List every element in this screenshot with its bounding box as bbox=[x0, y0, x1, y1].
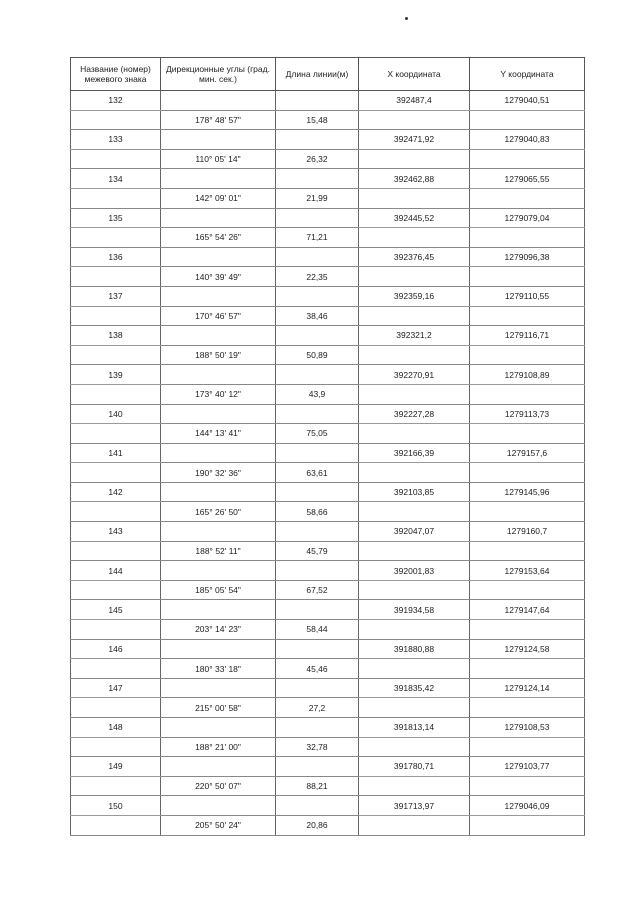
cell-angle: 140° 39' 49" bbox=[161, 267, 276, 287]
cell-name: 138 bbox=[71, 326, 161, 346]
cell-length: 21,99 bbox=[276, 188, 359, 208]
segment-row bbox=[71, 463, 585, 483]
cell-name bbox=[71, 659, 161, 679]
cell-y: 1279108,53 bbox=[470, 718, 585, 738]
cell-length: 50,89 bbox=[276, 345, 359, 365]
point-row bbox=[71, 678, 585, 698]
point-row bbox=[71, 718, 585, 738]
cell-y bbox=[470, 698, 585, 718]
cell-y bbox=[470, 149, 585, 169]
cell-length bbox=[276, 639, 359, 659]
cell-x bbox=[359, 620, 470, 640]
cell-x: 392166,39 bbox=[359, 443, 470, 463]
cell-x bbox=[359, 541, 470, 561]
cell-length bbox=[276, 443, 359, 463]
cell-length: 38,46 bbox=[276, 306, 359, 326]
cell-y: 1279147,64 bbox=[470, 600, 585, 620]
table-header-row bbox=[71, 58, 585, 91]
cell-angle: 165° 26' 50" bbox=[161, 502, 276, 522]
cell-name bbox=[71, 580, 161, 600]
cell-length: 26,32 bbox=[276, 149, 359, 169]
cell-angle: 188° 52' 11" bbox=[161, 541, 276, 561]
cell-y bbox=[470, 815, 585, 835]
segment-row bbox=[71, 541, 585, 561]
cell-y: 1279160,7 bbox=[470, 522, 585, 542]
header-x: X координата bbox=[359, 58, 470, 91]
cell-y: 1279113,73 bbox=[470, 404, 585, 424]
cell-length bbox=[276, 404, 359, 424]
cell-length bbox=[276, 757, 359, 777]
cell-name bbox=[71, 776, 161, 796]
cell-x bbox=[359, 345, 470, 365]
cell-angle bbox=[161, 365, 276, 385]
cell-angle bbox=[161, 326, 276, 346]
cell-length: 58,66 bbox=[276, 502, 359, 522]
cell-name bbox=[71, 502, 161, 522]
cell-x: 392471,92 bbox=[359, 130, 470, 150]
cell-angle: 110° 05' 14" bbox=[161, 149, 276, 169]
cell-length: 45,79 bbox=[276, 541, 359, 561]
cell-y bbox=[470, 463, 585, 483]
cell-angle: 188° 21' 00" bbox=[161, 737, 276, 757]
cell-angle: 205° 50' 24" bbox=[161, 815, 276, 835]
cell-angle: 165° 54' 26" bbox=[161, 228, 276, 248]
cell-length: 75,05 bbox=[276, 424, 359, 444]
cell-angle: 144° 13' 41" bbox=[161, 424, 276, 444]
point-row bbox=[71, 404, 585, 424]
cell-angle bbox=[161, 91, 276, 111]
cell-angle bbox=[161, 561, 276, 581]
cell-y bbox=[470, 620, 585, 640]
cell-y: 1279145,96 bbox=[470, 482, 585, 502]
cell-angle: 190° 32' 36" bbox=[161, 463, 276, 483]
header-name: Название (номер) межевого знака bbox=[71, 58, 161, 91]
segment-row bbox=[71, 188, 585, 208]
cell-angle bbox=[161, 169, 276, 189]
cell-name bbox=[71, 306, 161, 326]
cell-y bbox=[470, 502, 585, 522]
cell-x bbox=[359, 463, 470, 483]
cell-x bbox=[359, 306, 470, 326]
point-row bbox=[71, 482, 585, 502]
cell-y: 1279124,58 bbox=[470, 639, 585, 659]
cell-angle bbox=[161, 443, 276, 463]
cell-angle bbox=[161, 404, 276, 424]
cell-name: 132 bbox=[71, 91, 161, 111]
cell-angle bbox=[161, 678, 276, 698]
cell-y bbox=[470, 228, 585, 248]
cell-name bbox=[71, 149, 161, 169]
cell-x bbox=[359, 502, 470, 522]
cell-x bbox=[359, 815, 470, 835]
cell-y bbox=[470, 384, 585, 404]
cell-name bbox=[71, 698, 161, 718]
cell-y: 1279046,09 bbox=[470, 796, 585, 816]
cell-length bbox=[276, 482, 359, 502]
cell-length bbox=[276, 130, 359, 150]
cell-y: 1279124,14 bbox=[470, 678, 585, 698]
cell-x: 391713,97 bbox=[359, 796, 470, 816]
point-row bbox=[71, 522, 585, 542]
cell-name: 146 bbox=[71, 639, 161, 659]
cell-length: 20,86 bbox=[276, 815, 359, 835]
cell-x: 392462,88 bbox=[359, 169, 470, 189]
segment-row bbox=[71, 110, 585, 130]
cell-angle: 215° 00' 58" bbox=[161, 698, 276, 718]
cell-angle bbox=[161, 522, 276, 542]
cell-x: 392001,83 bbox=[359, 561, 470, 581]
cell-y bbox=[470, 188, 585, 208]
cell-x: 392359,16 bbox=[359, 286, 470, 306]
cell-length bbox=[276, 247, 359, 267]
cell-y bbox=[470, 776, 585, 796]
cell-angle: 142° 09' 01" bbox=[161, 188, 276, 208]
cell-x bbox=[359, 776, 470, 796]
segment-row bbox=[71, 149, 585, 169]
cell-name: 148 bbox=[71, 718, 161, 738]
cell-x: 391813,14 bbox=[359, 718, 470, 738]
cell-name: 133 bbox=[71, 130, 161, 150]
cell-angle: 203° 14' 23" bbox=[161, 620, 276, 640]
cell-angle: 188° 50' 19" bbox=[161, 345, 276, 365]
cell-x bbox=[359, 384, 470, 404]
table-body bbox=[71, 91, 585, 836]
segment-row bbox=[71, 228, 585, 248]
cell-x bbox=[359, 267, 470, 287]
cell-name bbox=[71, 737, 161, 757]
cell-length bbox=[276, 522, 359, 542]
cell-y: 1279096,38 bbox=[470, 247, 585, 267]
cell-x: 392376,45 bbox=[359, 247, 470, 267]
point-row bbox=[71, 169, 585, 189]
cell-angle bbox=[161, 130, 276, 150]
cell-length: 58,44 bbox=[276, 620, 359, 640]
cell-y bbox=[470, 306, 585, 326]
point-row bbox=[71, 130, 585, 150]
cell-y: 1279103,77 bbox=[470, 757, 585, 777]
cell-length: 63,61 bbox=[276, 463, 359, 483]
cell-y bbox=[470, 110, 585, 130]
cell-name: 145 bbox=[71, 600, 161, 620]
point-row bbox=[71, 286, 585, 306]
cell-name: 143 bbox=[71, 522, 161, 542]
point-row bbox=[71, 796, 585, 816]
cell-angle: 180° 33' 18" bbox=[161, 659, 276, 679]
cell-name bbox=[71, 188, 161, 208]
point-row bbox=[71, 561, 585, 581]
cell-angle: 185° 05' 54" bbox=[161, 580, 276, 600]
header-y: Y координата bbox=[470, 58, 585, 91]
cell-name: 141 bbox=[71, 443, 161, 463]
cell-x bbox=[359, 698, 470, 718]
cell-angle bbox=[161, 247, 276, 267]
segment-row bbox=[71, 267, 585, 287]
cell-length: 32,78 bbox=[276, 737, 359, 757]
cell-x bbox=[359, 580, 470, 600]
boundary-coordinates-table bbox=[70, 57, 585, 836]
cell-y bbox=[470, 541, 585, 561]
cell-y: 1279153,64 bbox=[470, 561, 585, 581]
cell-length bbox=[276, 561, 359, 581]
cell-length: 88,21 bbox=[276, 776, 359, 796]
point-row bbox=[71, 326, 585, 346]
point-row bbox=[71, 757, 585, 777]
cell-name bbox=[71, 228, 161, 248]
cell-y bbox=[470, 580, 585, 600]
cell-name: 149 bbox=[71, 757, 161, 777]
header-length: Длина линии(м) bbox=[276, 58, 359, 91]
cell-y: 1279079,04 bbox=[470, 208, 585, 228]
cell-length bbox=[276, 326, 359, 346]
cell-name: 142 bbox=[71, 482, 161, 502]
cell-name bbox=[71, 815, 161, 835]
cell-y bbox=[470, 345, 585, 365]
cell-angle: 178° 48' 57" bbox=[161, 110, 276, 130]
cell-length bbox=[276, 718, 359, 738]
cell-angle bbox=[161, 208, 276, 228]
cell-name: 137 bbox=[71, 286, 161, 306]
cell-y: 1279116,71 bbox=[470, 326, 585, 346]
cell-length bbox=[276, 169, 359, 189]
cell-length: 71,21 bbox=[276, 228, 359, 248]
cell-angle: 170° 46' 57" bbox=[161, 306, 276, 326]
cell-x: 392103,85 bbox=[359, 482, 470, 502]
segment-row bbox=[71, 737, 585, 757]
cell-name: 150 bbox=[71, 796, 161, 816]
cell-name bbox=[71, 620, 161, 640]
cell-x bbox=[359, 737, 470, 757]
cell-length: 67,52 bbox=[276, 580, 359, 600]
cell-x: 392321,2 bbox=[359, 326, 470, 346]
cell-y: 1279065,55 bbox=[470, 169, 585, 189]
cell-name bbox=[71, 345, 161, 365]
cell-length bbox=[276, 678, 359, 698]
cell-angle bbox=[161, 482, 276, 502]
cell-angle bbox=[161, 796, 276, 816]
cell-y bbox=[470, 659, 585, 679]
cell-name: 139 bbox=[71, 365, 161, 385]
cell-x bbox=[359, 659, 470, 679]
cell-length: 43,9 bbox=[276, 384, 359, 404]
point-row bbox=[71, 443, 585, 463]
cell-x bbox=[359, 149, 470, 169]
cell-y: 1279108,89 bbox=[470, 365, 585, 385]
cell-length: 27,2 bbox=[276, 698, 359, 718]
segment-row bbox=[71, 620, 585, 640]
cell-x: 392445,52 bbox=[359, 208, 470, 228]
cell-x: 392487,4 bbox=[359, 91, 470, 111]
cell-x: 392227,28 bbox=[359, 404, 470, 424]
cell-name: 140 bbox=[71, 404, 161, 424]
cell-x bbox=[359, 424, 470, 444]
segment-row bbox=[71, 502, 585, 522]
cell-name: 144 bbox=[71, 561, 161, 581]
cell-length: 45,46 bbox=[276, 659, 359, 679]
cell-x: 391934,58 bbox=[359, 600, 470, 620]
point-row bbox=[71, 91, 585, 111]
cell-y bbox=[470, 737, 585, 757]
cell-x bbox=[359, 228, 470, 248]
point-row bbox=[71, 600, 585, 620]
cell-name: 136 bbox=[71, 247, 161, 267]
cell-x: 392270,91 bbox=[359, 365, 470, 385]
cell-y bbox=[470, 267, 585, 287]
cell-length bbox=[276, 208, 359, 228]
cell-name bbox=[71, 541, 161, 561]
cell-y: 1279157,6 bbox=[470, 443, 585, 463]
segment-row bbox=[71, 345, 585, 365]
cell-name bbox=[71, 110, 161, 130]
cell-y: 1279110,55 bbox=[470, 286, 585, 306]
cell-y: 1279040,83 bbox=[470, 130, 585, 150]
point-row bbox=[71, 639, 585, 659]
cell-x bbox=[359, 188, 470, 208]
cell-y bbox=[470, 424, 585, 444]
cell-angle bbox=[161, 286, 276, 306]
cell-name bbox=[71, 463, 161, 483]
cell-length: 15,48 bbox=[276, 110, 359, 130]
cell-length bbox=[276, 286, 359, 306]
cell-length bbox=[276, 600, 359, 620]
cell-x: 392047,07 bbox=[359, 522, 470, 542]
page-dot bbox=[405, 17, 408, 20]
cell-angle bbox=[161, 757, 276, 777]
header-angle: Дирекционные углы (град. мин. сек.) bbox=[161, 58, 276, 91]
cell-name: 135 bbox=[71, 208, 161, 228]
cell-x bbox=[359, 110, 470, 130]
point-row bbox=[71, 365, 585, 385]
segment-row bbox=[71, 384, 585, 404]
cell-x: 391780,71 bbox=[359, 757, 470, 777]
segment-row bbox=[71, 659, 585, 679]
cell-name bbox=[71, 384, 161, 404]
segment-row bbox=[71, 698, 585, 718]
cell-name: 134 bbox=[71, 169, 161, 189]
segment-row bbox=[71, 424, 585, 444]
cell-y: 1279040,51 bbox=[470, 91, 585, 111]
cell-x: 391880,88 bbox=[359, 639, 470, 659]
cell-x: 391835,42 bbox=[359, 678, 470, 698]
cell-name bbox=[71, 267, 161, 287]
cell-angle bbox=[161, 600, 276, 620]
point-row bbox=[71, 208, 585, 228]
point-row bbox=[71, 247, 585, 267]
cell-length: 22,35 bbox=[276, 267, 359, 287]
cell-length bbox=[276, 91, 359, 111]
segment-row bbox=[71, 776, 585, 796]
cell-angle: 173° 40' 12" bbox=[161, 384, 276, 404]
segment-row bbox=[71, 306, 585, 326]
cell-name bbox=[71, 424, 161, 444]
cell-name: 147 bbox=[71, 678, 161, 698]
segment-row bbox=[71, 580, 585, 600]
cell-angle bbox=[161, 718, 276, 738]
segment-row bbox=[71, 815, 585, 835]
cell-angle bbox=[161, 639, 276, 659]
cell-length bbox=[276, 365, 359, 385]
cell-length bbox=[276, 796, 359, 816]
cell-angle: 220° 50' 07" bbox=[161, 776, 276, 796]
